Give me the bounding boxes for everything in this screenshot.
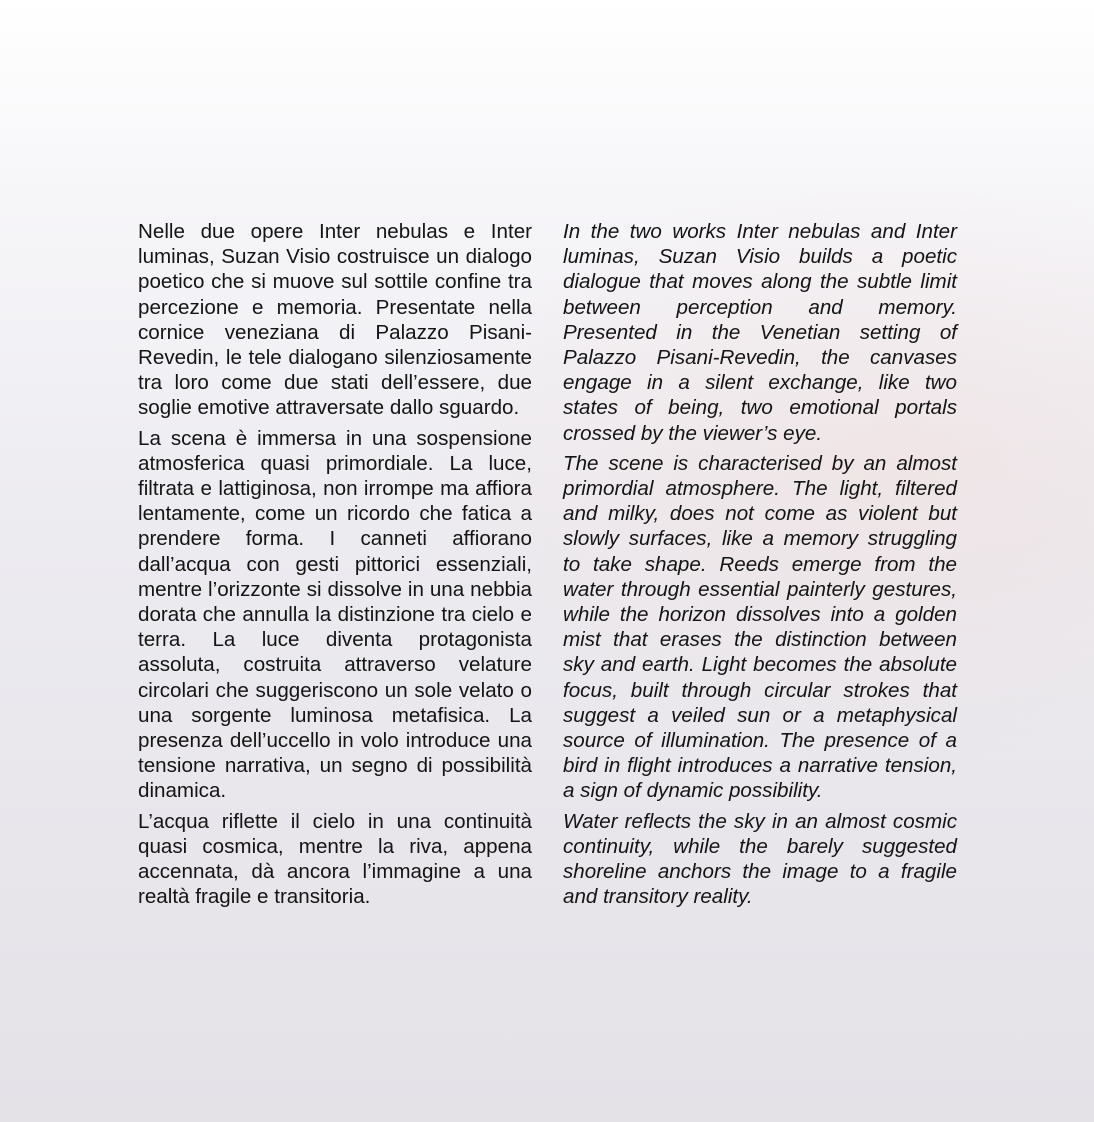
english-paragraph: In the two works Inter nebulas and Inter luminas, Suzan Visio builds a poetic dialogue that moves along the subtle limit between perception and memory. Presented in the Venetian setting of Palazzo Pisani-Revedin, the canvases engage in a silent exchange, like two states of being, two emotional portals crossed by the viewer’s eye. (563, 220, 957, 445)
italian-text-column (138, 219, 532, 914)
italian-paragraph: La scena è immersa in una sospensione atmosferica quasi primordiale. La luce, filtrata e lattiginosa, non irrompe ma affiora lentamente, come un ricordo che fatica a prendere forma. I canneti affiorano dall’acqua con gesti pittorici essenziali, mentre l’orizzonte si dissolve in una nebbia dorata che annulla la distinzione tra cielo e terra. La luce diventa protagonista assoluta, costruita attraverso velature circolari che suggeriscono un sole velato o una sorgente luminosa metafisica. La presenza dell’uccello in volo introduce una tensione narrativa, un segno di possibilità dinamica. (138, 426, 532, 803)
italian-paragraph: L’acqua riflette il cielo in una continuità quasi cosmica, mentre la riva, appena accennata, dà ancora l’immagine a una realtà fragile e transitoria. (138, 809, 532, 909)
italian-paragraph: Nelle due opere Inter nebulas e Inter luminas, Suzan Visio costruisce un dialogo poetico che si muove sul sottile confine tra percezione e memoria. Presentate nella cornice veneziana di Palazzo Pisani-Revedin, le tele dialogano silenziosamente tra loro come due stati dell’essere, due soglie emotive attraversate dallo sguardo. (138, 220, 532, 420)
english-text-column (563, 219, 957, 914)
english-paragraph: The scene is characterised by an almost primordial atmosphere. The light, filtered and milky, does not come as violent but slowly surfaces, like a memory struggling to take shape. Reeds emerge from the water through essential painterly gestures, while the horizon dissolves into a golden mist that erases the distinction between sky and earth. Light becomes the absolute focus, built through circular strokes that suggest a veiled sun or a metaphysical source of illumination. The presence of a bird in flight introduces a narrative tension, a sign of dynamic possibility. (563, 451, 957, 803)
english-paragraph: Water reflects the sky in an almost cosmic continuity, while the barely suggested shoreline anchors the image to a fragile and transitory reality. (563, 809, 957, 909)
